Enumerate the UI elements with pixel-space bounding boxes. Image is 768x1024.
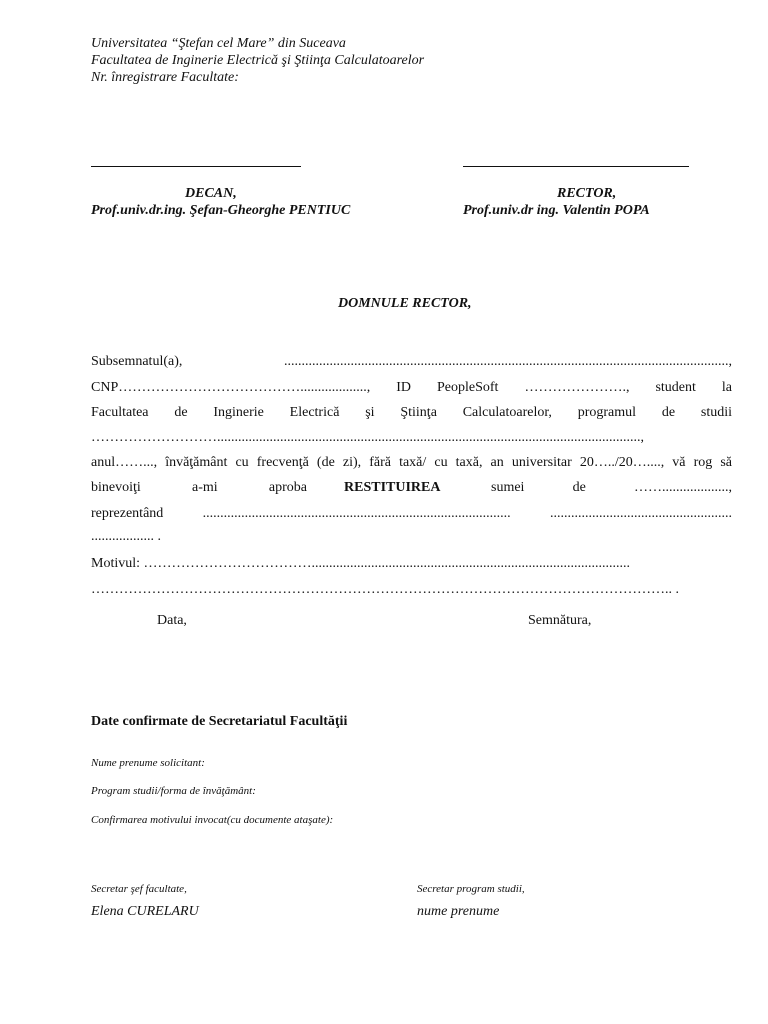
- body-line-year: anul……..., învăţământ cu frecvenţă (de zi), fără taxă/ cu taxă, an universitar 20…../20…...., vă rog să: [91, 455, 732, 470]
- faculty-name: Facultatea de Inginerie Electrică şi Ştiinţa Calculatoarelor: [91, 53, 425, 68]
- university-name: Universitatea “Ştefan cel Mare” din Suceava: [91, 36, 346, 51]
- applicant-name-field: Nume prenume solicitant:: [91, 757, 205, 769]
- body-line-continuation: .................. .: [91, 529, 161, 544]
- dean-title: DECAN,: [185, 186, 237, 201]
- reason-line-2: …………………………………………………………………………………………………………….. .: [91, 582, 679, 597]
- signature-label: Semnătura,: [528, 613, 592, 628]
- dean-signature-line: [91, 166, 301, 167]
- secretariat-title: Date confirmate de Secretariatul Facultăţii: [91, 714, 348, 729]
- date-label: Data,: [157, 613, 187, 628]
- body-line-cnp: CNP…………………………………..................., ID PeopleSoft …………………., student la: [91, 380, 732, 395]
- body-line-name: Subsemnatul(a), ...............................................................................................................................,: [91, 354, 732, 369]
- dean-name: Prof.univ.dr.ing. Şefan-Gheorghe PENTIUC: [91, 203, 351, 218]
- registration-number-label: Nr. înregistrare Facultate:: [91, 70, 239, 85]
- rector-signature-line: [463, 166, 689, 167]
- program-secretary-name: nume prenume: [417, 904, 500, 919]
- salutation: DOMNULE RECTOR,: [338, 296, 472, 311]
- body-line-representing: reprezentând ........................................................................................ ....................................................: [91, 506, 732, 521]
- rector-title: RECTOR,: [557, 186, 617, 201]
- rector-name: Prof.univ.dr ing. Valentin POPA: [463, 203, 650, 218]
- chief-secretary-title: Secretar şef facultate,: [91, 883, 187, 895]
- chief-secretary-name: Elena CURELARU: [91, 904, 199, 919]
- request-text: binevoiţi a-mi aproba: [91, 480, 307, 495]
- body-line-program: ……………………….........................................................................................................................,: [91, 430, 644, 445]
- body-line-faculty: Facultatea de Inginerie Electrică şi Ştiinţa Calculatoarelor, programul de studii: [91, 405, 732, 420]
- reason-line: Motivul: ………………………………...........................................................................................: [91, 556, 631, 571]
- amount-text: sumei de ……...................,: [491, 480, 732, 495]
- reason-confirmation-field: Confirmarea motivului invocat(cu documente ataşate):: [91, 814, 334, 826]
- restitution-keyword: RESTITUIREA: [344, 480, 441, 495]
- program-secretary-title: Secretar program studii,: [417, 883, 525, 895]
- study-program-field: Program studii/forma de învăţământ:: [91, 785, 256, 797]
